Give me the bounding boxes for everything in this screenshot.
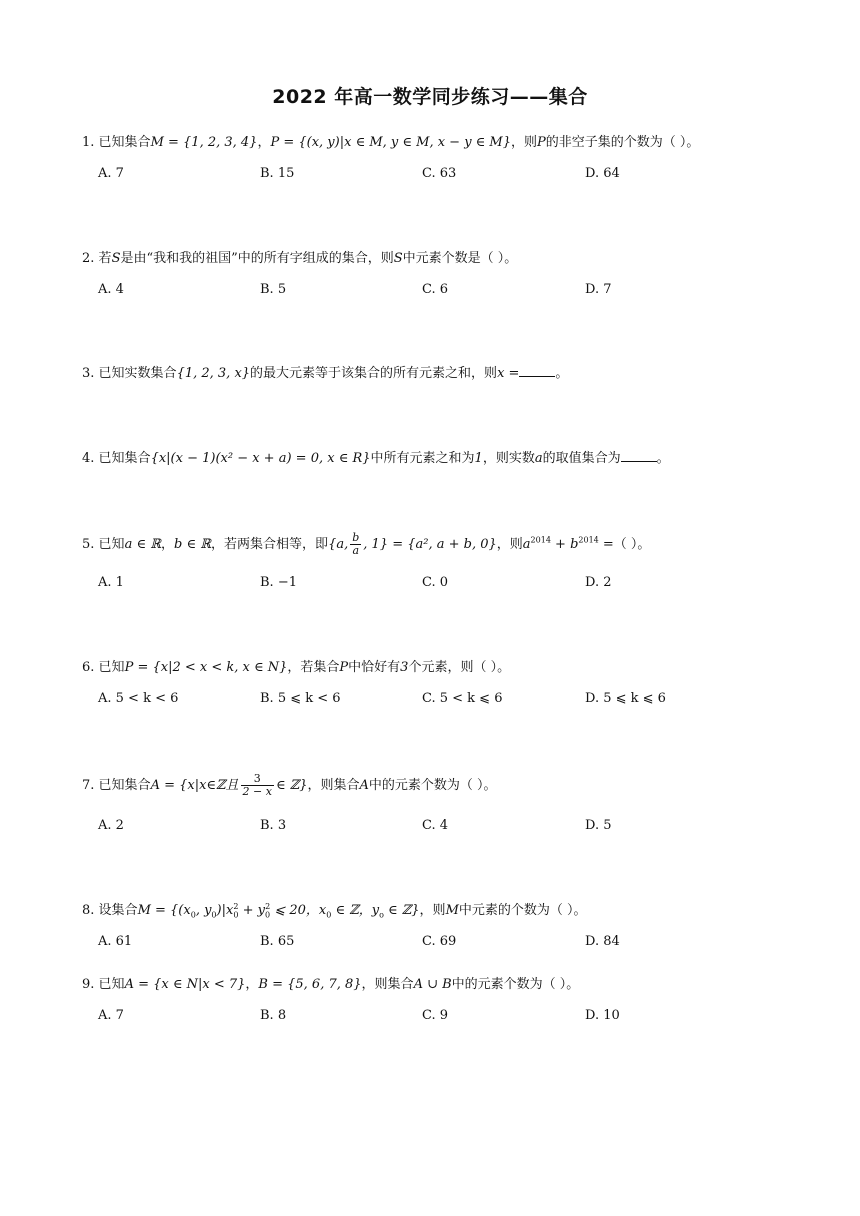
- option-b[interactable]: B. 8: [260, 1008, 287, 1023]
- option-a[interactable]: A. 61: [98, 934, 133, 949]
- math-expression: M: [445, 903, 459, 918]
- math-expression: A ∪ B: [413, 977, 452, 992]
- page-title: 2022 年高一数学同步练习——集合: [272, 86, 588, 108]
- question-5: [82, 532, 650, 557]
- math-expression: S: [393, 251, 403, 266]
- question-text: ，则集合: [361, 977, 414, 992]
- question-7: [82, 773, 497, 798]
- fraction: [241, 773, 274, 798]
- question-text: 中的元素个数为（ ）。: [368, 778, 497, 793]
- question-text: 。: [555, 366, 569, 381]
- question-text: 已知集合: [98, 778, 151, 793]
- question-text: 的非空子集的个数为（ ）。: [545, 135, 700, 150]
- question-text: ，: [161, 537, 175, 552]
- question-text: 已知: [98, 537, 125, 552]
- question-number: 6.: [82, 660, 95, 675]
- math-expression: , y: [195, 903, 212, 918]
- question-6: [82, 656, 510, 675]
- question-number: 4.: [82, 451, 95, 466]
- question-1: [82, 131, 699, 150]
- question-4: [82, 447, 670, 466]
- question-text: 个元素，则（ ）。: [408, 660, 511, 675]
- option-c[interactable]: C. 69: [422, 934, 457, 949]
- math-expression: ⩽ 20，x: [270, 903, 327, 918]
- subscript: 0: [265, 910, 271, 920]
- option-a[interactable]: A. 5 < k < 6: [98, 691, 179, 706]
- exponent: 2014: [530, 535, 551, 545]
- math-expression: 1: [474, 451, 483, 466]
- math-expression: a: [534, 451, 543, 466]
- question-text: ，则实数: [482, 451, 535, 466]
- option-c[interactable]: C. 4: [422, 818, 449, 833]
- question-number: 3.: [82, 366, 95, 381]
- option-a[interactable]: A. 2: [98, 818, 124, 833]
- question-text: ，: [257, 135, 271, 150]
- question-text: 的最大元素等于该集合的所有元素之和，则: [250, 366, 498, 381]
- math-expression: ∈ ℤ}: [275, 778, 308, 793]
- option-d[interactable]: D. 10: [585, 1008, 620, 1023]
- option-c[interactable]: C. 6: [422, 282, 449, 297]
- math-expression: b ∈ ℝ: [174, 537, 212, 552]
- option-c[interactable]: C. 0: [422, 575, 449, 590]
- question-number: 5.: [82, 537, 95, 552]
- math-expression: P: [339, 660, 349, 675]
- option-a[interactable]: A. 7: [98, 166, 124, 181]
- fraction-numerator: 3: [241, 773, 274, 786]
- fraction: [350, 532, 361, 557]
- question-text: 已知集合: [98, 135, 151, 150]
- exponent: 2: [233, 901, 239, 911]
- question-text: ，: [245, 977, 259, 992]
- question-text: 。: [656, 451, 670, 466]
- math-expression: + b: [550, 537, 579, 552]
- math-expression: A = {x ∈ N|x < 7}: [124, 977, 246, 992]
- math-expression: M = {(x: [137, 903, 191, 918]
- math-expression: P: [537, 135, 546, 150]
- fraction-denominator: 2 − x: [242, 785, 272, 798]
- question-2: [82, 247, 517, 266]
- question-text: 已知实数集合: [98, 366, 177, 381]
- option-d[interactable]: D. 7: [585, 282, 612, 297]
- question-text: 中元素个数是（ ）。: [402, 251, 518, 266]
- math-expression: A = {x|x∈ℤ且: [150, 778, 239, 793]
- option-b[interactable]: B. 3: [260, 818, 287, 833]
- option-b[interactable]: B. 65: [260, 934, 295, 949]
- question-number: 1.: [82, 135, 95, 150]
- math-expression: ∈ ℤ}: [383, 903, 420, 918]
- option-a[interactable]: A. 1: [98, 575, 124, 590]
- math-expression: P = {(x, y)|x ∈ M, y ∈ M, x − y ∈ M}: [270, 135, 512, 150]
- math-expression: S: [111, 251, 121, 266]
- math-expression: {a,: [328, 537, 349, 552]
- math-expression: 3: [400, 660, 409, 675]
- question-9: [82, 973, 579, 992]
- question-text: ，则集合: [307, 778, 360, 793]
- fraction-numerator: b: [352, 531, 360, 544]
- question-text: 的取值集合为: [542, 451, 621, 466]
- exponent: 2: [265, 901, 271, 911]
- question-number: 7.: [82, 778, 95, 793]
- question-text: 已知集合: [98, 451, 151, 466]
- question-text: 若: [98, 251, 112, 266]
- answer-blank[interactable]: [621, 449, 657, 462]
- option-d[interactable]: D. 2: [585, 575, 612, 590]
- question-text: =（ ）。: [598, 537, 651, 552]
- subscript: 0: [233, 910, 239, 920]
- option-b[interactable]: B. 5: [260, 282, 287, 297]
- subscript: 0: [326, 910, 332, 920]
- question-text: 已知: [98, 977, 125, 992]
- question-text: ，则: [496, 537, 523, 552]
- math-expression: x =: [497, 366, 520, 381]
- question-number: 9.: [82, 977, 95, 992]
- math-expression: {1, 2, 3, x}: [176, 366, 251, 381]
- question-text: 设集合: [98, 903, 138, 918]
- question-text: 是由“我和我的祖国”中的所有字组成的集合，则: [120, 251, 394, 266]
- option-a[interactable]: A. 7: [98, 1008, 124, 1023]
- math-expression: P = {x|2 < x < k, x ∈ N}: [124, 660, 288, 675]
- math-expression: M = {1, 2, 3, 4}: [150, 135, 258, 150]
- math-expression: a ∈ ℝ: [124, 537, 162, 552]
- question-text: 已知: [98, 660, 125, 675]
- question-text: ，若集合: [287, 660, 340, 675]
- math-expression: , 1} = {a², a + b, 0}: [363, 537, 497, 552]
- question-text: 中的元素个数为（ ）。: [451, 977, 580, 992]
- question-text: ，则: [419, 903, 446, 918]
- math-expression: ∈ ℤ，y: [331, 903, 380, 918]
- math-expression: )|x: [216, 903, 234, 918]
- answer-blank[interactable]: [519, 364, 555, 377]
- option-d[interactable]: D. 5: [585, 818, 612, 833]
- option-b[interactable]: B. 5 ⩽ k < 6: [260, 691, 341, 706]
- math-expression: + y: [238, 903, 266, 918]
- option-d[interactable]: D. 84: [585, 934, 620, 949]
- option-c[interactable]: C. 5 < k ⩽ 6: [422, 691, 503, 706]
- option-b[interactable]: B. −1: [260, 575, 297, 590]
- option-c[interactable]: C. 9: [422, 1008, 449, 1023]
- question-text: ，若两集合相等，即: [211, 537, 329, 552]
- subscript: 0: [190, 910, 196, 920]
- option-b[interactable]: B. 15: [260, 166, 295, 181]
- question-8: [82, 899, 587, 920]
- question-number: 8.: [82, 903, 95, 918]
- exponent: 2014: [578, 535, 599, 545]
- math-expression: a: [522, 537, 531, 552]
- question-text: ，则: [511, 135, 538, 150]
- fraction-denominator: a: [352, 544, 360, 557]
- option-d[interactable]: D. 5 ⩽ k ⩽ 6: [585, 691, 666, 706]
- option-c[interactable]: C. 63: [422, 166, 457, 181]
- math-expression: B = {5, 6, 7, 8}: [258, 977, 362, 992]
- question-number: 2.: [82, 251, 95, 266]
- subscript: o: [379, 910, 384, 920]
- option-a[interactable]: A. 4: [98, 282, 124, 297]
- question-text: 中元素的个数为（ ）。: [458, 903, 587, 918]
- math-expression: A: [359, 778, 369, 793]
- question-3: [82, 362, 568, 381]
- math-expression: {x|(x − 1)(x² − x + a) = 0, x ∈ R}: [150, 451, 371, 466]
- subscript: 0: [211, 910, 217, 920]
- option-d[interactable]: D. 64: [585, 166, 620, 181]
- question-text: 中恰好有: [348, 660, 401, 675]
- question-text: 中所有元素之和为: [370, 451, 475, 466]
